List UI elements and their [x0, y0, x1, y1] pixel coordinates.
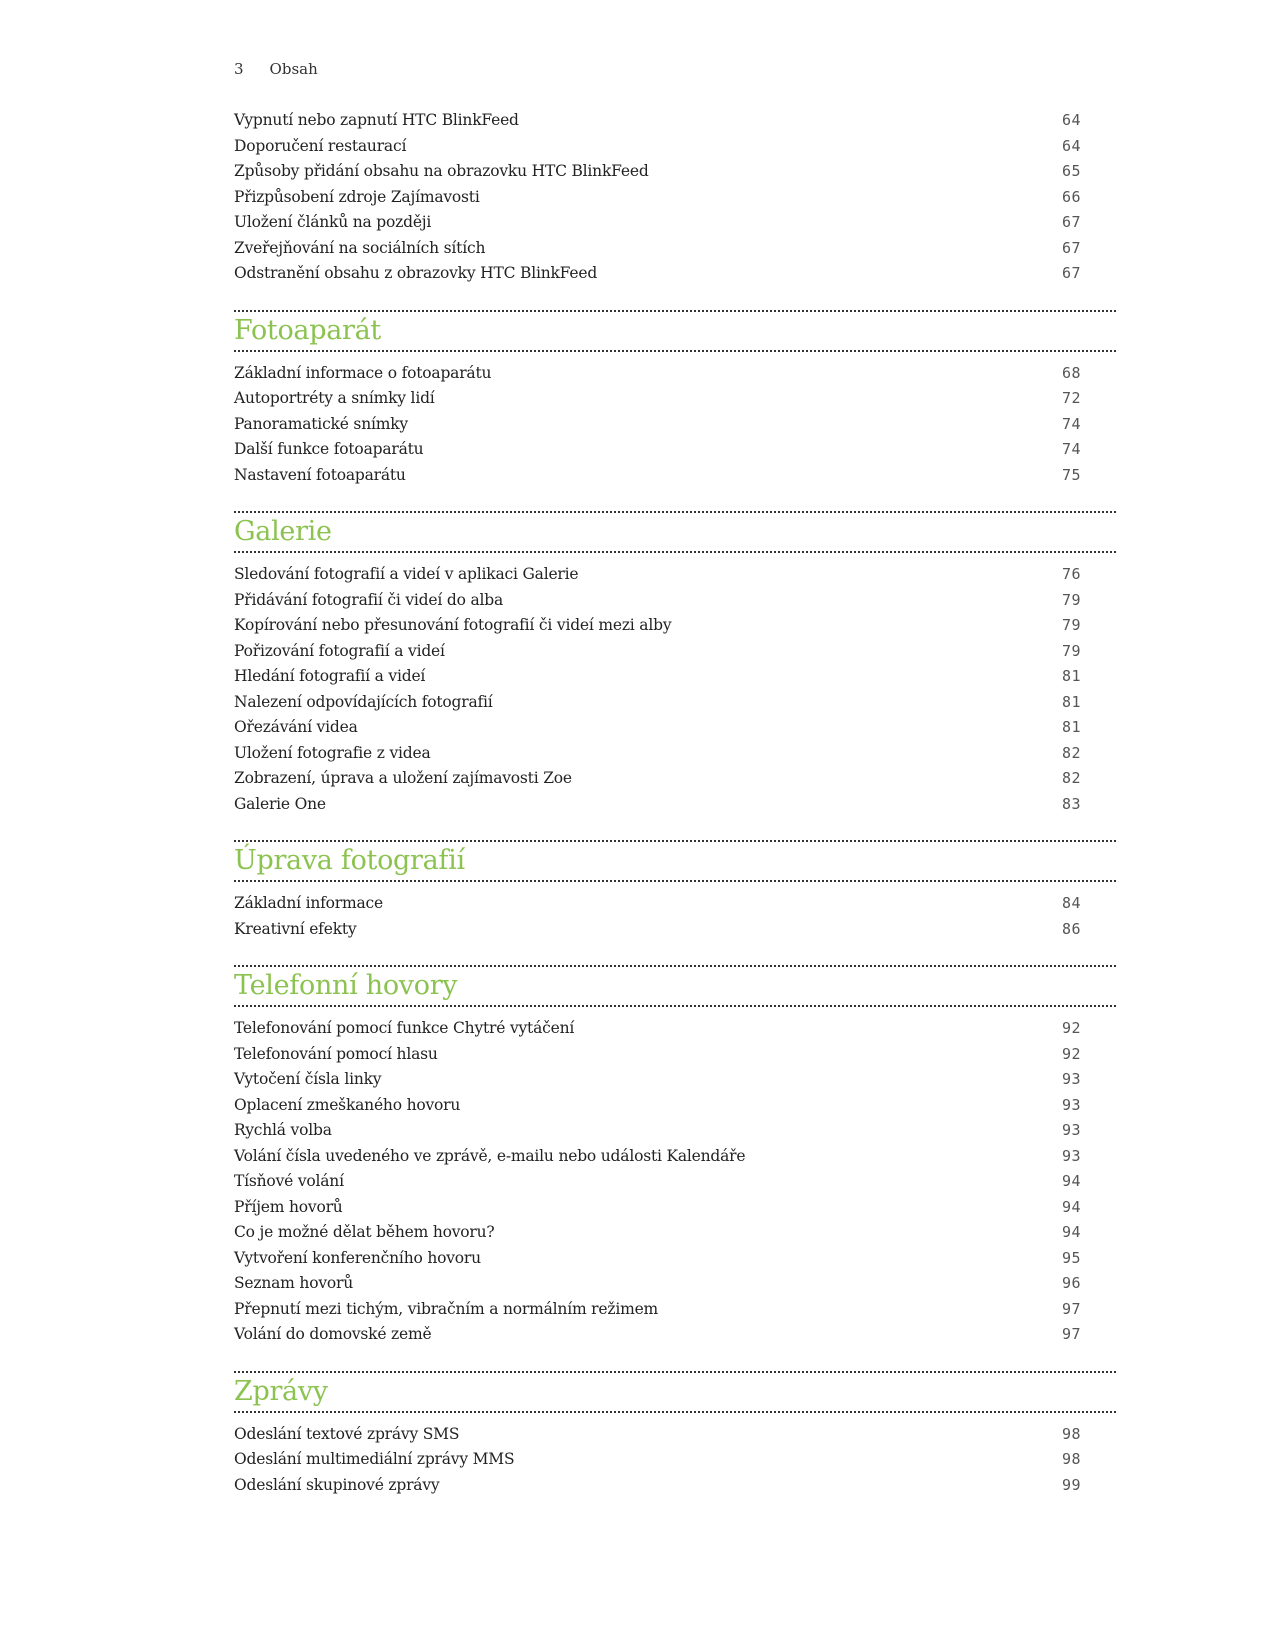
- toc-entry-label: Sledování fotografií a videí v aplikaci Galerie: [234, 565, 579, 583]
- toc-entry-page-number: 84: [1061, 894, 1081, 912]
- toc-section: [234, 965, 1116, 1348]
- toc-entry-page-number: 94: [1061, 1197, 1081, 1216]
- page-header: [234, 60, 318, 78]
- toc-section: [234, 511, 1116, 817]
- toc-entry[interactable]: [234, 386, 1116, 412]
- toc-entry-label: Přidávání fotografií či videí do alba: [234, 590, 504, 609]
- toc-entry-label: Zobrazení, úprava a uložení zajímavosti Zoe: [234, 769, 572, 787]
- toc-entry-page-number: 81: [1061, 692, 1081, 711]
- toc-entry-page-number: 67: [1061, 264, 1081, 282]
- toc-entry[interactable]: [234, 613, 1116, 639]
- toc-entry-label: Odstranění obsahu z obrazovky HTC BlinkFeed: [234, 264, 598, 282]
- toc-entry-page-number: 94: [1061, 1172, 1081, 1190]
- section-entry-list: [234, 891, 1116, 942]
- toc-entry-label: Další funkce fotoaparátu: [234, 440, 424, 458]
- toc-entry-page-number: 98: [1061, 1450, 1081, 1468]
- toc-entry-label: Vytvoření konferenčního hovoru: [234, 1248, 481, 1267]
- toc-entry-page-number: 92: [1061, 1019, 1081, 1037]
- toc-entry-page-number: 94: [1061, 1223, 1081, 1241]
- toc-entry[interactable]: [234, 1447, 1116, 1473]
- toc-entry-label: Panoramatické snímky: [234, 414, 408, 433]
- toc-entry[interactable]: [234, 261, 1116, 287]
- toc-entry-page-number: 79: [1061, 641, 1081, 660]
- toc-entry-label: Oplacení zmeškaného hovoru: [234, 1095, 461, 1114]
- toc-entry[interactable]: [234, 437, 1116, 463]
- toc-entry[interactable]: [234, 463, 1116, 489]
- toc-entry[interactable]: [234, 715, 1116, 741]
- toc-entry-label: Doporučení restaurací: [234, 136, 407, 155]
- toc-entry[interactable]: [234, 236, 1116, 262]
- toc-entry[interactable]: [234, 792, 1116, 818]
- toc-entry-label: Vypnutí nebo zapnutí HTC BlinkFeed: [234, 111, 519, 129]
- table-of-contents: [234, 108, 1116, 1498]
- section-header: [234, 840, 1116, 882]
- toc-entry[interactable]: [234, 891, 1116, 917]
- toc-entry-page-number: 93: [1061, 1070, 1081, 1088]
- toc-entry[interactable]: [234, 1016, 1116, 1042]
- toc-entry[interactable]: [234, 108, 1116, 134]
- toc-entry-label: Telefonování pomocí funkce Chytré vytáčení: [234, 1019, 575, 1037]
- toc-entry-page-number: 82: [1061, 743, 1081, 762]
- toc-entry[interactable]: [234, 185, 1116, 211]
- toc-entry-page-number: 79: [1061, 616, 1081, 634]
- section-entry-list: [234, 361, 1116, 489]
- toc-entry[interactable]: [234, 1042, 1116, 1068]
- section-entry-list: [234, 1016, 1116, 1348]
- section-title[interactable]: Úprava fotografií: [234, 845, 465, 876]
- toc-entry[interactable]: [234, 1297, 1116, 1323]
- toc-entry[interactable]: [234, 690, 1116, 716]
- toc-entry-label: Kopírování nebo přesunování fotografií či videí mezi alby: [234, 616, 672, 634]
- toc-entry-label: Ořezávání videa: [234, 718, 358, 736]
- toc-entry-page-number: 86: [1061, 919, 1081, 938]
- toc-entry-page-number: 97: [1061, 1325, 1081, 1343]
- toc-entry-label: Telefonování pomocí hlasu: [234, 1044, 438, 1063]
- toc-entry-page-number: 76: [1061, 565, 1081, 583]
- toc-section: [234, 1371, 1116, 1499]
- toc-entry-page-number: 67: [1061, 238, 1081, 257]
- toc-entry-label: Nastavení fotoaparátu: [234, 465, 406, 484]
- toc-entry-label: Způsoby přidání obsahu na obrazovku HTC BlinkFeed: [234, 162, 649, 180]
- toc-entry[interactable]: [234, 159, 1116, 185]
- toc-entry[interactable]: [234, 210, 1116, 236]
- toc-entry-label: Pořizování fotografií a videí: [234, 641, 445, 660]
- toc-entry-page-number: 72: [1061, 389, 1081, 407]
- toc-entry-label: Kreativní efekty: [234, 919, 357, 938]
- toc-entry-page-number: 82: [1061, 769, 1081, 787]
- toc-entry-page-number: 93: [1061, 1095, 1081, 1114]
- toc-section: [234, 310, 1116, 489]
- toc-entry-page-number: 92: [1061, 1044, 1081, 1063]
- toc-entry-page-number: 93: [1061, 1121, 1081, 1139]
- toc-entry-page-number: 74: [1061, 440, 1081, 458]
- toc-entry-page-number: 66: [1061, 187, 1081, 206]
- toc-entry-label: Základní informace: [234, 894, 384, 912]
- toc-entry-label: Odeslání multimediální zprávy MMS: [234, 1450, 515, 1468]
- page-header-title: Obsah: [269, 60, 318, 78]
- toc-entry-page-number: 83: [1061, 794, 1081, 813]
- toc-entry-label: Volání čísla uvedeného ve zprávě, e-mailu nebo události Kalendáře: [234, 1146, 746, 1165]
- section-title[interactable]: Zprávy: [234, 1375, 328, 1407]
- toc-entry-label: Zveřejňování na sociálních sítích: [234, 238, 486, 257]
- toc-entry[interactable]: [234, 766, 1116, 792]
- toc-entry[interactable]: [234, 664, 1116, 690]
- toc-entry-page-number: 74: [1061, 414, 1081, 433]
- toc-entry-page-number: 64: [1061, 111, 1081, 129]
- section-title[interactable]: Telefonní hovory: [234, 970, 458, 1001]
- toc-entry-label: Odeslání textové zprávy SMS: [234, 1424, 460, 1443]
- toc-entry-label: Volání do domovské země: [234, 1325, 432, 1343]
- toc-entry-label: Přizpůsobení zdroje Zajímavosti: [234, 187, 480, 206]
- toc-entry[interactable]: [234, 1093, 1116, 1119]
- toc-entry[interactable]: [234, 1169, 1116, 1195]
- toc-entry-page-number: 96: [1061, 1274, 1081, 1292]
- toc-entry-label: Tísňové volání: [234, 1172, 344, 1190]
- toc-entry[interactable]: [234, 134, 1116, 160]
- section-entry-list: [234, 1422, 1116, 1499]
- toc-entry-page-number: 75: [1061, 465, 1081, 484]
- section-title[interactable]: Fotoaparát: [234, 314, 381, 346]
- toc-entry-page-number: 79: [1061, 590, 1081, 609]
- toc-sections: [234, 310, 1116, 1499]
- toc-entry-page-number: 81: [1061, 667, 1081, 685]
- toc-entry[interactable]: [234, 1422, 1116, 1448]
- toc-entry-page-number: 65: [1061, 162, 1081, 180]
- toc-entry-page-number: 93: [1061, 1146, 1081, 1165]
- toc-entry[interactable]: [234, 741, 1116, 767]
- toc-entry-label: Přepnutí mezi tichým, vibračním a normálním režimem: [234, 1299, 659, 1318]
- toc-entry[interactable]: [234, 1195, 1116, 1221]
- toc-section: [234, 840, 1116, 942]
- toc-entry[interactable]: [234, 1322, 1116, 1348]
- toc-entry-page-number: 97: [1061, 1299, 1081, 1318]
- toc-entry-label: Galerie One: [234, 794, 326, 813]
- toc-entry-label: Autoportréty a snímky lidí: [234, 389, 435, 407]
- toc-entry[interactable]: [234, 1271, 1116, 1297]
- toc-entry-label: Hledání fotografií a videí: [234, 667, 426, 685]
- toc-entry[interactable]: [234, 1220, 1116, 1246]
- toc-entry-label: Nalezení odpovídajících fotografií: [234, 692, 493, 711]
- toc-entry-label: Uložení fotografie z videa: [234, 743, 431, 762]
- toc-entry-page-number: 68: [1061, 363, 1081, 382]
- toc-entry-page-number: 67: [1061, 213, 1081, 231]
- toc-entry-label: Uložení článků na později: [234, 213, 432, 231]
- section-entry-list: [234, 562, 1116, 817]
- toc-entry[interactable]: [234, 1144, 1116, 1170]
- page-number: 3: [234, 60, 244, 78]
- toc-entry[interactable]: [234, 412, 1116, 438]
- toc-entry-label: Vytočení čísla linky: [234, 1070, 382, 1088]
- toc-entry-page-number: 99: [1061, 1475, 1081, 1494]
- toc-entry[interactable]: [234, 1246, 1116, 1272]
- toc-entry[interactable]: [234, 1067, 1116, 1093]
- toc-entry-label: Co je možné dělat během hovoru?: [234, 1223, 495, 1241]
- section-header: [234, 965, 1116, 1007]
- toc-entry-page-number: 81: [1061, 718, 1081, 736]
- section-title[interactable]: Galerie: [234, 516, 332, 547]
- toc-entry-page-number: 95: [1061, 1248, 1081, 1267]
- toc-entry-label: Příjem hovorů: [234, 1197, 343, 1216]
- toc-entry[interactable]: [234, 1118, 1116, 1144]
- toc-entry[interactable]: [234, 562, 1116, 588]
- section-header: [234, 310, 1116, 352]
- toc-entry[interactable]: [234, 361, 1116, 387]
- toc-entry[interactable]: [234, 1473, 1116, 1499]
- toc-entry[interactable]: [234, 917, 1116, 943]
- toc-intro-list: [234, 108, 1116, 287]
- toc-entry-page-number: 98: [1061, 1424, 1081, 1443]
- section-header: [234, 511, 1116, 553]
- toc-entry-label: Základní informace o fotoaparátu: [234, 363, 492, 382]
- toc-entry-label: Seznam hovorů: [234, 1274, 354, 1292]
- toc-entry-label: Rychlá volba: [234, 1121, 332, 1139]
- section-header: [234, 1371, 1116, 1413]
- toc-entry[interactable]: [234, 639, 1116, 665]
- toc-entry-page-number: 64: [1061, 136, 1081, 155]
- toc-entry-label: Odeslání skupinové zprávy: [234, 1475, 440, 1494]
- toc-entry[interactable]: [234, 588, 1116, 614]
